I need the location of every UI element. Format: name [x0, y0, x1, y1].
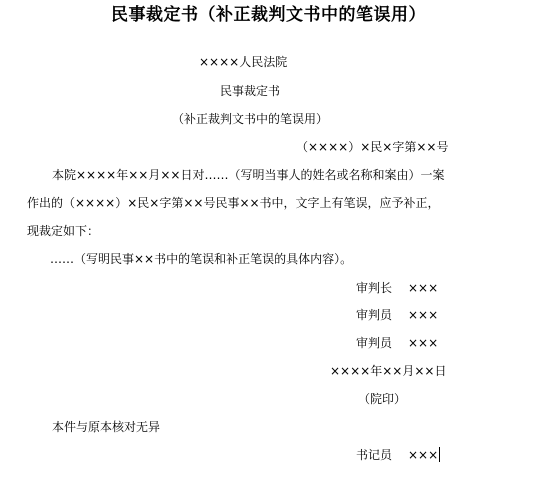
ruling-date: ××××年××月××日	[330, 364, 447, 378]
signature-role: 审判长	[356, 281, 393, 295]
body-paragraph-line-1: 本院××××年××月××日对……（写明当事人的姓名或名称和案由）一案	[52, 168, 445, 182]
verification-note: 本件与原本核对无异	[52, 420, 161, 434]
signature-name: ×××	[408, 308, 439, 322]
signature-clerk	[356, 447, 440, 463]
body-paragraph-line-2: 作出的（××××）×民×字第××号民事××书中，文字上有笔误，应予补正，	[27, 196, 440, 210]
court-name: ××××人民法院	[199, 55, 288, 69]
signature-name: ×××	[408, 448, 439, 462]
court-seal-note: （院印）	[358, 392, 407, 406]
document-title: 民事裁定书（补正裁判文书中的笔误用）	[111, 5, 426, 25]
ruling-content: ……（写明民事××书中的笔误和补正笔误的具体内容）。	[50, 252, 353, 266]
signature-judge-2	[356, 335, 438, 351]
body-paragraph-line-3: 现裁定如下：	[27, 224, 100, 238]
signature-name: ×××	[408, 281, 439, 295]
case-number: （××××）×民×字第××号	[296, 140, 449, 154]
signature-role: 书记员	[356, 448, 393, 462]
text-cursor[interactable]	[439, 447, 440, 462]
document-subtitle: （补正裁判文书中的笔误用）	[172, 112, 329, 126]
signature-name: ×××	[408, 336, 439, 350]
document-type: 民事裁定书	[220, 84, 281, 98]
signature-presiding-judge	[356, 280, 438, 296]
signature-role: 审判员	[356, 308, 393, 322]
signature-role: 审判员	[356, 336, 393, 350]
signature-judge-1	[356, 307, 438, 323]
